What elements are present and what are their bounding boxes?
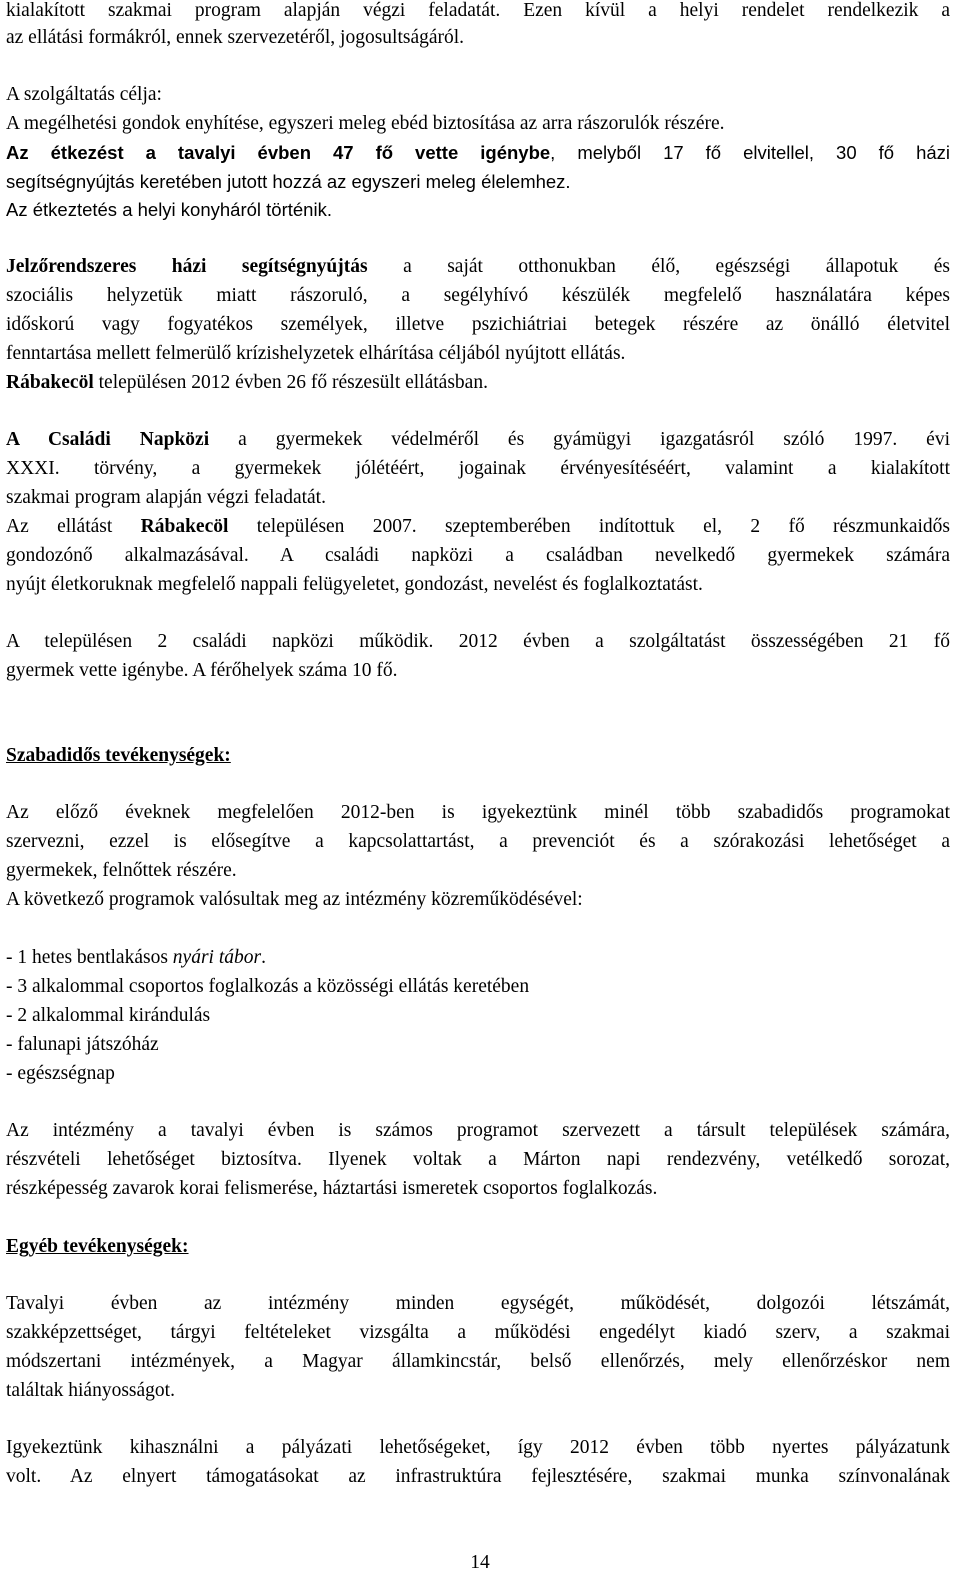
alarm-service-line-4: fenntartása mellett felmerülő krízishelyzetek elhárítása céljából nyújtott ellátás. (6, 343, 626, 364)
meals-line-2: segítségnyújtás keretében jutott hozzá az egyszeri meleg élelemhez. (6, 171, 571, 192)
meals-line-3: Az étkeztetés a helyi konyháról történik. (6, 199, 332, 220)
meals-stat-line: Az étkezést a tavalyi évben 47 fő vette igénybe, melyből 17 fő elvitellel, 30 fő házi (6, 142, 951, 163)
daycare-line-2: XXXI. törvény, a gyermekek jólétéért, jogainak érvényesítéséért, valamint a kialakított (6, 458, 950, 479)
other-line-1: Tavalyi évben az intézmény minden egységét, működését, dolgozói létszámát, (6, 1293, 950, 1314)
service-goal-text: A megélhetési gondok enyhítése, egyszeri meleg ebéd biztosítása az arra rászorulók részére. (6, 113, 725, 134)
intro-line-1: kialakított szakmai program alapján végzi feladatát. Ezen kívül a helyi rendelet rendelkezik a (6, 0, 950, 21)
grants-line-2: volt. Az elnyert támogatásokat az infrastruktúra fejlesztésére, szakmai munka színvonalának (6, 1466, 950, 1487)
daycare-stats-line-1: A településen 2 családi napközi működik. 2012 évben a szolgáltatást összességében 21 fő (6, 631, 950, 652)
page-number: 14 (470, 1552, 490, 1573)
other-activities-heading: Egyéb tevékenységek: (6, 1236, 189, 1257)
list-item: - egészségnap (6, 1063, 115, 1084)
daycare-line-3: szakmai program alapján végzi feladatát. (6, 487, 326, 508)
leisure-line-1: Az előző éveknek megfelelően 2012-ben is igyekeztünk minél több szabadidős programokat (6, 802, 950, 823)
list-item: - falunapi játszóház (6, 1034, 159, 1055)
list-item: - 3 alkalommal csoportos foglalkozás a közösségi ellátás keretében (6, 976, 530, 997)
intro-line-2: az ellátási formákról, ennek szervezetéről, jogosultságáról. (6, 27, 465, 48)
leisure-line-4: A következő programok valósultak meg az intézmény közreműködésével: (6, 889, 583, 910)
grants-line-1: Igyekeztünk kihasználni a pályázati lehetőségeket, így 2012 évben több nyertes pályázatunk (6, 1437, 950, 1458)
daycare-stats-line-2: gyermek vette igénybe. A férőhelyek száma 10 fő. (6, 660, 398, 681)
leisure-heading: Szabadidős tevékenységek: (6, 745, 231, 766)
other-line-3: módszertani intézmények, a Magyar államkincstár, belső ellenőrzés, mely ellenőrzéskor nem (6, 1351, 950, 1372)
daycare-line-6: nyújt életkoruknak megfelelő nappali felügyeletet, gondozást, nevelést és foglalkoztatást. (6, 574, 703, 595)
other-line-4: találtak hiányosságot. (6, 1380, 175, 1401)
alarm-service-line-1: Jelzőrendszeres házi segítségnyújtás a saját otthonukban élő, egészségi állapotuk és (6, 256, 951, 277)
service-goal-label: A szolgáltatás célja: (6, 84, 162, 105)
programs-line-3: részképesség zavarok korai felismerése, háztartási ismeretek csoportos foglalkozás. (6, 1178, 658, 1199)
alarm-service-line-3: időskorú vagy fogyatékos személyek, illetve pszichiátriai betegek részére az önálló életvitel (6, 314, 950, 335)
leisure-line-3: gyermekek, felnőttek részére. (6, 860, 237, 881)
daycare-line-1: A Családi Napközi a gyermekek védelméről és gyámügyi igazgatásról szóló 1997. évi (6, 429, 951, 450)
programs-line-2: részvételi lehetőséget biztosítva. Ilyenek voltak a Márton napi rendezvény, vetélkedő sorozat, (6, 1149, 950, 1170)
daycare-line-4: Az ellátást Rábakecöl településen 2007. szeptemberében indítottuk el, 2 fő részmunkaidős (6, 516, 951, 537)
daycare-line-5: gondozónő alkalmazásával. A családi napközi a családban nevelkedő gyermekek számára (6, 545, 950, 566)
alarm-service-line-5: Rábakecöl településen 2012 évben 26 fő részesült ellátásban. (6, 372, 488, 393)
other-line-2: szakképzettséget, tárgyi feltételeket vizsgálta a működési engedélyt kiadó szerv, a szakmai (6, 1322, 950, 1343)
leisure-line-2: szervezni, ezzel is elősegítve a kapcsolattartást, a prevenciót és a szórakozási lehetőséget a (6, 831, 950, 852)
programs-line-1: Az intézmény a tavalyi évben is számos programot szervezett a társult települések számára, (6, 1120, 950, 1141)
list-item: - 1 hetes bentlakásos nyári tábor. (6, 947, 266, 968)
alarm-service-line-2: szociális helyzetük miatt rászoruló, a segélyhívó készülék megfelelő használatára képes (6, 285, 950, 306)
list-item: - 2 alkalommal kirándulás (6, 1005, 211, 1026)
